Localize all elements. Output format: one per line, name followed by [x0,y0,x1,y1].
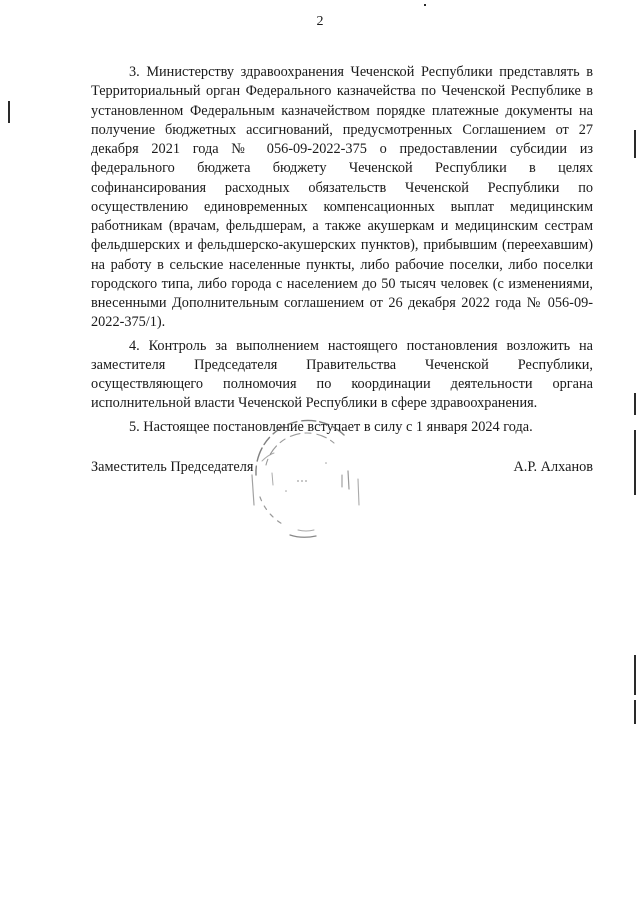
scan-dust-mark [424,4,426,6]
paragraph-4: 4. Контроль за выполнением настоящего постановления возложить на заместителя Председателя Правительства Чеченской Республики, осуществляющего полномочия по координации деятельности органа исполнительной власти Чеченской Республики в сфере здравоохранения. [91,337,593,412]
scan-edge-mark [634,700,636,724]
scan-edge-mark [634,655,636,695]
official-seal-stamp [238,405,378,545]
signatory-title: Заместитель Председателя [91,459,254,475]
scan-edge-mark [634,430,636,495]
paragraph-5: 5. Настоящее постановление вступает в силу с 1 января 2024 года. [129,418,533,435]
page-number: 2 [316,14,324,29]
scan-edge-mark [634,393,636,415]
document-body [91,63,593,437]
scan-edge-mark [8,101,10,123]
paragraph-3: 3. Министерству здравоохранения Чеченской Республики представлять в Территориальный орган Федерального казначейства по Чеченской Республике в установленном Федеральным казначейством порядке платежные документы на получение бюджетных ассигнований, предусмотренных Соглашением от 27 декабря 2021 года № 056-09-2022-375 о предоставлении субсидии из федерального бюджета бюджету Чеченской Республики в целях софинансирования расходных обязательств Чеченской Республики по осуществлению единовременных компенсационных выплат медицинским работникам (врачам, фельдшерам, а также акушеркам и медицинским сестрам фельдшерских и фельдшерско-акушерских пунктов), прибывшим (переехавшим) на работу в сельские населенные пункты, либо рабочие поселки, либо поселки городского типа, либо города с населением до 50 тысяч человек (с изменениями, внесенными Дополнительным соглашением от 26 декабря 2022 года № 056-09-2022-375/1). [91,64,593,331]
signatory-name: А.Р. Алханов [513,459,593,475]
scan-edge-mark [634,130,636,158]
